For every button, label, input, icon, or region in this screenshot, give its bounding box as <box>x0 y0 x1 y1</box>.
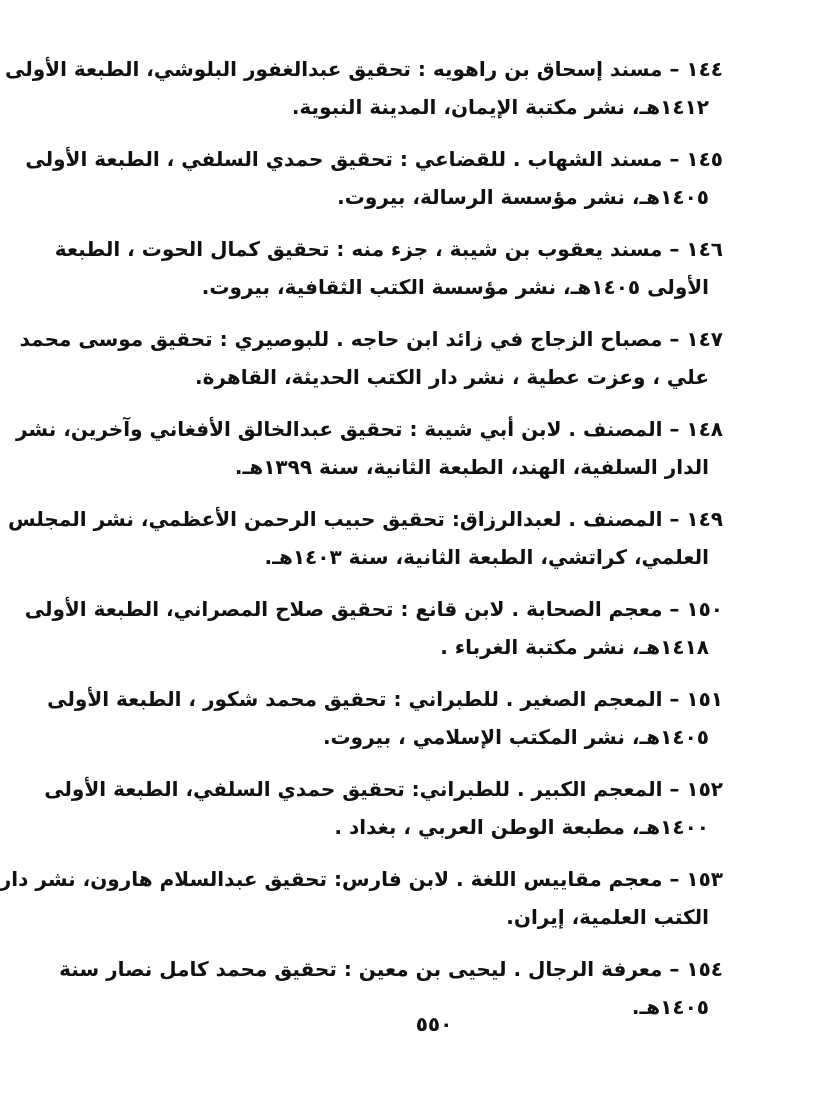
page-number: ٥٥٠ <box>415 1012 453 1036</box>
entry-line-2: ١٤١٨هـ، نشر مكتبة الغرباء . <box>440 635 709 659</box>
entry-line-1: ١٥١ – المعجم الصغير . للطبراني : تحقيق محمد شكور ، الطبعة الأولى <box>47 687 723 711</box>
bibliography-entry-147 <box>19 320 723 396</box>
bibliography-page <box>0 50 723 1040</box>
entry-line-2: ١٤١٢هـ، نشر مكتبة الإيمان، المدينة النبوية. <box>291 95 709 119</box>
bibliography-entry-146 <box>54 230 723 306</box>
bibliography-entry-153 <box>0 860 723 936</box>
entry-line-1: ١٥٤ – معرفة الرجال . ليحيى بن معين : تحقيق محمد كامل نصار سنة <box>59 957 723 981</box>
entry-line-2: الدار السلفية، الهند، الطبعة الثانية، سنة ١٣٩٩هـ. <box>234 455 709 479</box>
entry-line-2: ١٤٠٥هـ. <box>631 995 709 1019</box>
entry-line-1: ١٤٩ – المصنف . لعبدالرزاق: تحقيق حبيب الرحمن الأعظمي، نشر المجلس <box>8 507 723 531</box>
entry-line-2: ١٤٠٥هـ، نشر المكتب الإسلامي ، بيروت. <box>322 725 709 749</box>
bibliography-entry-149 <box>8 500 723 576</box>
bibliography-entry-145 <box>25 140 723 216</box>
bibliography-entry-144 <box>5 50 723 126</box>
entry-line-1: ١٤٦ – مسند يعقوب بن شيبة ، جزء منه : تحقيق كمال الحوت ، الطبعة <box>54 237 723 261</box>
bibliography-entry-150 <box>24 590 723 666</box>
entry-line-1: ١٤٨ – المصنف . لابن أبي شيبة : تحقيق عبدالخالق الأفغاني وآخرين، نشر <box>15 417 723 441</box>
entry-line-1: ١٤٧ – مصباح الزجاج في زائد ابن حاجه . للبوصيري : تحقيق موسى محمد <box>19 327 723 351</box>
entry-line-1: ١٥٠ – معجم الصحابة . لابن قانع : تحقيق صلاح المصراني، الطبعة الأولى <box>24 597 723 621</box>
entry-line-2: علي ، وعزت عطية ، نشر دار الكتب الحديثة، القاهرة. <box>195 365 709 389</box>
entry-line-1: ١٤٥ – مسند الشهاب . للقضاعي : تحقيق حمدي السلفي ، الطبعة الأولى <box>25 147 723 171</box>
entry-line-2: ١٤٠٠هـ، مطبعة الوطن العربي ، بغداد . <box>334 815 709 839</box>
bibliography-entry-152 <box>44 770 723 846</box>
bibliography-entry-148 <box>15 410 723 486</box>
entry-line-2: ١٤٠٥هـ، نشر مؤسسة الرسالة، بيروت. <box>337 185 709 209</box>
entry-line-1: ١٥٢ – المعجم الكبير . للطبراني: تحقيق حمدي السلفي، الطبعة الأولى <box>44 777 723 801</box>
entry-line-2: الكتب العلمية، إيران. <box>506 905 709 929</box>
entry-line-1: ١٥٣ – معجم مقاييس اللغة . لابن فارس: تحقيق عبدالسلام هارون، نشر دار <box>0 867 723 891</box>
entry-line-2: الأولى ١٤٠٥هـ، نشر مؤسسة الكتب الثقافية، بيروت. <box>201 275 709 299</box>
entry-line-2: العلمي، كراتشي، الطبعة الثانية، سنة ١٤٠٣هـ. <box>264 545 709 569</box>
entry-line-1: ١٤٤ – مسند إسحاق بن راهويه : تحقيق عبدالغفور البلوشي، الطبعة الأولى <box>5 57 723 81</box>
bibliography-entry-151 <box>47 680 723 756</box>
